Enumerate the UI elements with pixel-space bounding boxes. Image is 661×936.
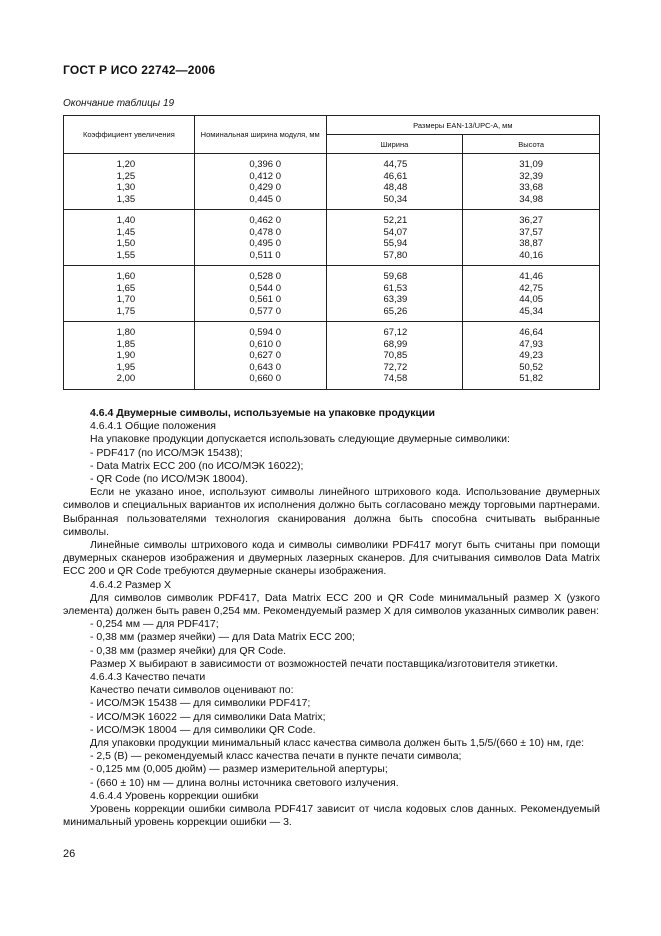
cell-value: 55,94	[383, 238, 408, 249]
header-width: Ширина	[326, 135, 463, 154]
paragraph: Линейные символы штрихового кода и символы символики PDF417 могут быть считаны при помощи двумерных сканеров изображения и двумерных лазерных сканеров. Для считывания символов Data Matrix ECC 200 и QR Code требуются двумерные сканеры изображения.	[63, 539, 600, 578]
cell-value: 1,60	[116, 271, 136, 282]
cell-value: 49,23	[519, 350, 544, 361]
paragraph: Уровень коррекции ошибки символа PDF417 зависит от числа кодовых слов данных. Рекомендуемый минимальный уровень коррекции ошибки — 3.	[63, 803, 600, 829]
cell-value: 67,12	[383, 327, 408, 338]
cell-value: 0,429 0	[249, 182, 282, 193]
cell-value: 1,35	[116, 193, 136, 205]
table-row-group	[64, 266, 600, 322]
cell-value: 0,445 0	[249, 193, 282, 205]
cell-value: 0,594 0	[249, 327, 282, 338]
cell-value: 36,27	[519, 215, 544, 226]
data-table	[63, 115, 600, 390]
list-item: - QR Code (по ИСО/МЭК 18004).	[90, 473, 248, 486]
table-cell	[326, 210, 463, 266]
cell-value: 1,95	[116, 361, 136, 373]
list-item: - ИСО/МЭК 18004 — для символики QR Code.	[90, 723, 316, 736]
cell-value: 59,68	[383, 271, 408, 282]
page-number: 26	[63, 848, 76, 860]
cell-value: 46,64	[519, 327, 544, 338]
cell-value: 32,39	[519, 170, 544, 182]
list-item: - PDF417 (по ИСО/МЭК 15438);	[90, 446, 243, 459]
table-cell	[463, 210, 600, 266]
cell-value: 0,396 0	[249, 159, 282, 170]
cell-value: 1,45	[116, 226, 136, 238]
cell-value: 45,34	[519, 305, 544, 317]
cell-value: 0,577 0	[249, 305, 282, 317]
table-cell	[326, 322, 463, 390]
cell-value: 47,93	[519, 338, 544, 350]
cell-value: 1,70	[116, 294, 136, 305]
table-cell	[64, 210, 195, 266]
cell-value: 33,68	[519, 182, 544, 193]
cell-value: 70,85	[383, 350, 408, 361]
subsection-4-6-4-2: 4.6.4.2 Размер X	[90, 578, 172, 591]
list-item: - 0,38 мм (размер ячейки) — для Data Matrix ECC 200;	[90, 631, 355, 644]
cell-value: 1,25	[116, 170, 136, 182]
table-row-group	[64, 322, 600, 390]
cell-value: 2,00	[116, 373, 136, 384]
list-item: - ИСО/МЭК 15438 — для символики PDF417;	[90, 697, 311, 710]
list-item: - ИСО/МЭК 16022 — для символики Data Matrix;	[90, 710, 326, 723]
cell-value: 1,75	[116, 305, 136, 317]
cell-value: 44,75	[383, 159, 408, 170]
cell-value: 0,478 0	[249, 226, 282, 238]
cell-value: 0,528 0	[249, 271, 282, 282]
cell-value: 51,82	[519, 373, 544, 384]
paragraph: На упаковке продукции допускается использовать следующие двумерные символики:	[90, 433, 510, 446]
cell-value: 50,52	[519, 361, 544, 373]
cell-value: 1,65	[116, 282, 136, 294]
cell-value: 0,627 0	[249, 350, 282, 361]
table-cell	[326, 154, 463, 210]
cell-value: 1,90	[116, 350, 136, 361]
list-item: - 2,5 (В) — рекомендуемый класс качества печати в пункте печати символа;	[90, 750, 462, 763]
table-cell	[463, 154, 600, 210]
subsection-4-6-4-3: 4.6.4.3 Качество печати	[90, 671, 206, 684]
cell-value: 0,462 0	[249, 215, 282, 226]
cell-value: 68,99	[383, 338, 408, 350]
table-cell	[194, 266, 326, 322]
cell-value: 1,30	[116, 182, 136, 193]
header-module-width: Номинальная ширина модуля, мм	[194, 116, 326, 154]
list-item: - Data Matrix ECC 200 (по ИСО/МЭК 16022);	[90, 459, 304, 472]
table-cell	[64, 322, 195, 390]
cell-value: 41,46	[519, 271, 544, 282]
paragraph: Для упаковки продукции минимальный класс качества символа должен быть 1,5/5/(660 ± 10) нм, где:	[90, 737, 585, 750]
body-text	[63, 407, 600, 830]
cell-value: 63,39	[383, 294, 408, 305]
list-item: - 0,38 мм (размер ячейки) для QR Code.	[90, 644, 287, 657]
cell-value: 65,26	[383, 305, 408, 317]
table-body	[64, 154, 600, 390]
cell-value: 0,412 0	[249, 170, 282, 182]
cell-value: 1,50	[116, 238, 136, 249]
header-dimensions-group: Размеры EAN-13/UPC-A, мм	[326, 116, 599, 135]
table-caption: Окончание таблицы 19	[63, 98, 175, 109]
cell-value: 44,05	[519, 294, 544, 305]
cell-value: 34,98	[519, 193, 544, 205]
subsection-4-6-4-1: 4.6.4.1 Общие положения	[90, 420, 216, 433]
subsection-4-6-4-4: 4.6.4.4 Уровень коррекции ошибки	[90, 789, 259, 802]
cell-value: 57,80	[383, 249, 408, 261]
cell-value: 1,40	[116, 215, 136, 226]
cell-value: 37,57	[519, 226, 544, 238]
cell-value: 0,511 0	[249, 249, 281, 261]
cell-value: 0,561 0	[249, 294, 282, 305]
list-item: - 0,125 мм (0,005 дюйм) — размер измерительной апертуры;	[90, 763, 388, 776]
cell-value: 0,495 0	[249, 238, 282, 249]
list-item: - 0,254 мм — для PDF417;	[90, 618, 219, 631]
paragraph: Качество печати символов оценивают по:	[90, 684, 294, 697]
table-cell	[194, 154, 326, 210]
cell-value: 61,53	[383, 282, 408, 294]
table-row-group	[64, 154, 600, 210]
section-heading-4-6-4: 4.6.4 Двумерные символы, используемые на упаковке продукции	[90, 407, 435, 419]
paragraph: Для символов символик PDF417, Data Matrix ECC 200 и QR Code минимальный размер X (узкого элемента) должен быть равен 0,254 мм. Рекомендуемый размер X для символов указанных символик равен:	[63, 591, 600, 618]
cell-value: 72,72	[383, 361, 408, 373]
table-row-group	[64, 210, 600, 266]
table-cell	[64, 266, 195, 322]
cell-value: 74,58	[383, 373, 408, 384]
document-header: ГОСТ Р ИСО 22742—2006	[63, 63, 216, 77]
header-magnification: Коэффициент увеличения	[64, 116, 195, 154]
cell-value: 1,85	[116, 338, 136, 350]
table-cell	[326, 266, 463, 322]
cell-value: 54,07	[383, 226, 408, 238]
table-cell	[194, 322, 326, 390]
cell-value: 0,610 0	[249, 338, 282, 350]
cell-value: 42,75	[519, 282, 544, 294]
table-cell	[194, 210, 326, 266]
paragraph: Размер X выбирают в зависимости от возможностей печати поставщика/изготовителя этикетки.	[90, 657, 558, 670]
cell-value: 1,55	[116, 249, 136, 261]
cell-value: 38,87	[519, 238, 544, 249]
cell-value: 0,643 0	[249, 361, 282, 373]
header-height: Высота	[463, 135, 600, 154]
cell-value: 1,20	[116, 159, 136, 170]
table-cell	[463, 322, 600, 390]
cell-value: 31,09	[519, 159, 544, 170]
list-item: - (660 ± 10) нм — длина волны источника светового излучения.	[90, 776, 399, 789]
cell-value: 50,34	[383, 193, 408, 205]
cell-value: 48,48	[383, 182, 408, 193]
table-cell	[64, 154, 195, 210]
cell-value: 0,660 0	[249, 373, 282, 384]
cell-value: 46,61	[383, 170, 408, 182]
table-cell	[463, 266, 600, 322]
cell-value: 1,80	[116, 327, 136, 338]
cell-value: 52,21	[383, 215, 408, 226]
paragraph: Если не указано иное, используют символы линейного штрихового кода. Использование двумерных символов и специальных вариантов их исполнения должно быть согласовано между торговыми партнерами. Выбранная пользователями технология сканирования должна быть способна считывать выбранные символы.	[63, 486, 600, 538]
cell-value: 40,16	[519, 249, 544, 261]
cell-value: 0,544 0	[249, 282, 282, 294]
